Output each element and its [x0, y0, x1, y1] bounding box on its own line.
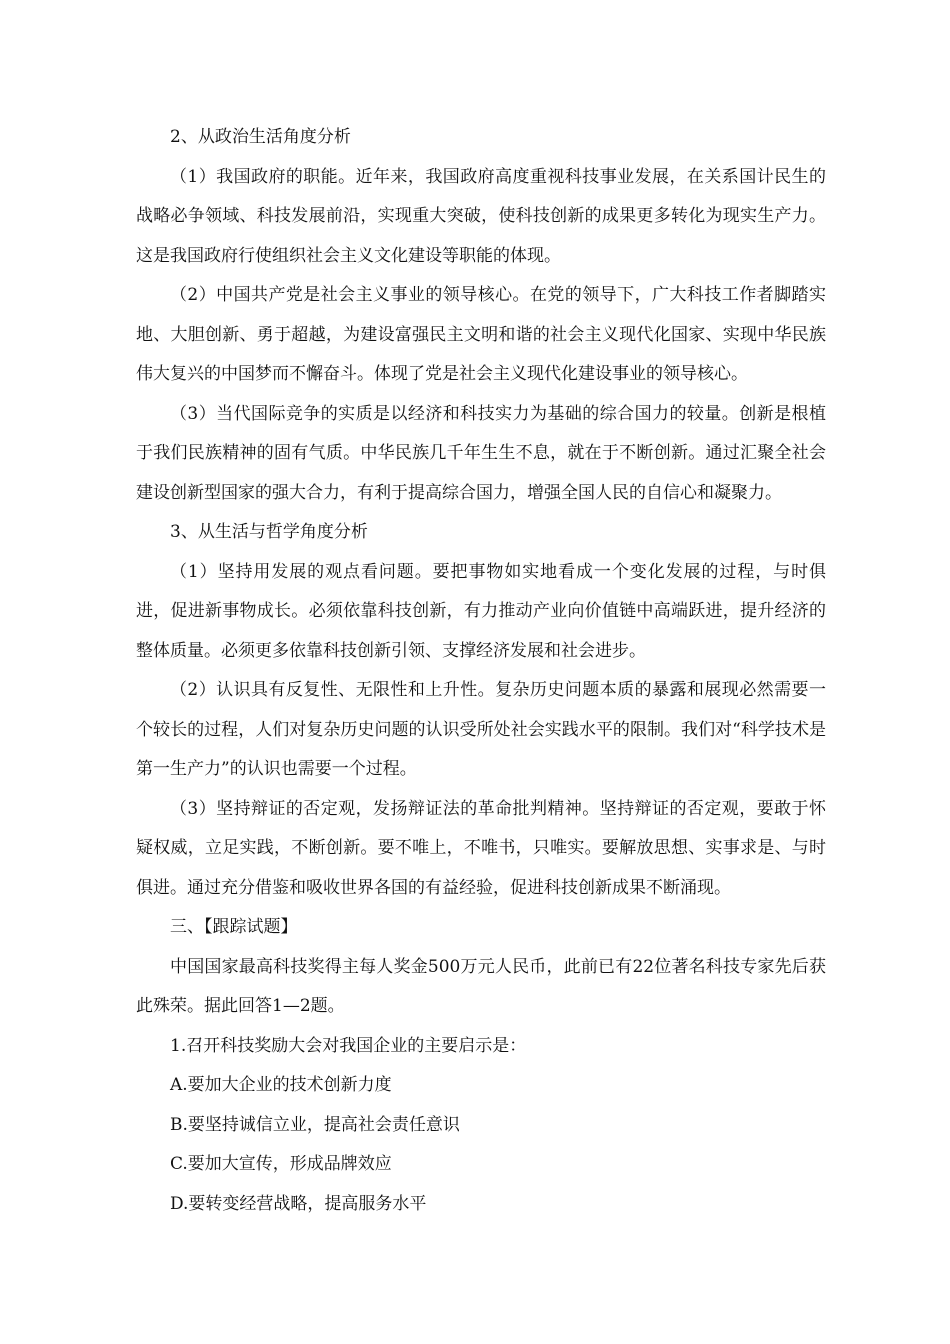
paragraph: （3）坚持辩证的否定观，发扬辩证法的革命批判精神。坚持辩证的否定观，要敢于怀疑权威，立足实践，不断创新。要不唯上，不唯书，只唯实。要解放思想、实事求是、与时俱进。通过充分借鉴和吸收世界各国的有益经验，促进科技创新成果不断涌现。 [136, 798, 826, 898]
option-a: A.要加大企业的技术创新力度 [170, 1075, 392, 1095]
section-heading-philosophy: 3、从生活与哲学角度分析 [170, 522, 368, 542]
question-stem: 1.召开科技奖励大会对我国企业的主要启示是： [170, 1035, 527, 1056]
paragraph: （2）中国共产党是社会主义事业的领导核心。在党的领导下，广大科技工作者脚踏实地、大胆创新、勇于超越，为建设富强民主文明和谐的社会主义现代化国家、实现中华民族伟大复兴的中国梦而不懈奋斗。体现了党是社会主义现代化建设事业的领导核心。 [136, 285, 826, 384]
option-c: C.要加大宣传，形成品牌效应 [170, 1154, 392, 1174]
document-body [136, 118, 826, 1224]
question-context: 中国国家最高科技奖得主每人奖金500万元人民币，此前已有22位著名科技专家先后获此殊荣。据此回答1—2题。 [136, 956, 826, 1016]
option-b: B.要坚持诚信立业，提高社会责任意识 [170, 1114, 460, 1135]
paragraph: （3）当代国际竞争的实质是以经济和科技实力为基础的综合国力的较量。创新是根植于我们民族精神的固有气质。中华民族几千年生生不息，就在于不断创新。通过汇聚全社会建设创新型国家的强大合力，有利于提高综合国力，增强全国人民的自信心和凝聚力。 [136, 403, 826, 503]
paragraph: （1）我国政府的职能。近年来，我国政府高度重视科技事业发展，在关系国计民生的战略必争领域、科技发展前沿，实现重大突破，使科技创新的成果更多转化为现实生产力。这是我国政府行使组织社会主义文化建设等职能的体现。 [136, 166, 826, 266]
paragraph: （1）坚持用发展的观点看问题。要把事物如实地看成一个变化发展的过程，与时俱进，促进新事物成长。必须依靠科技创新，有力推动产业向价值链中高端跃进，提升经济的整体质量。必须更多依靠科技创新引领、支撑经济发展和社会进步。 [136, 561, 826, 661]
paragraph: （2）认识具有反复性、无限性和上升性。复杂历史问题本质的暴露和展现必然需要一个较长的过程，人们对复杂历史问题的认识受所处社会实践水平的限制。我们对“科学技术是第一生产力”的认识也需要一个过程。 [136, 680, 826, 779]
section-heading-exercises: 三、【跟踪试题】 [170, 917, 298, 937]
section-heading-political: 2、从政治生活角度分析 [170, 127, 351, 147]
option-d: D.要转变经营战略，提高服务水平 [170, 1193, 427, 1214]
